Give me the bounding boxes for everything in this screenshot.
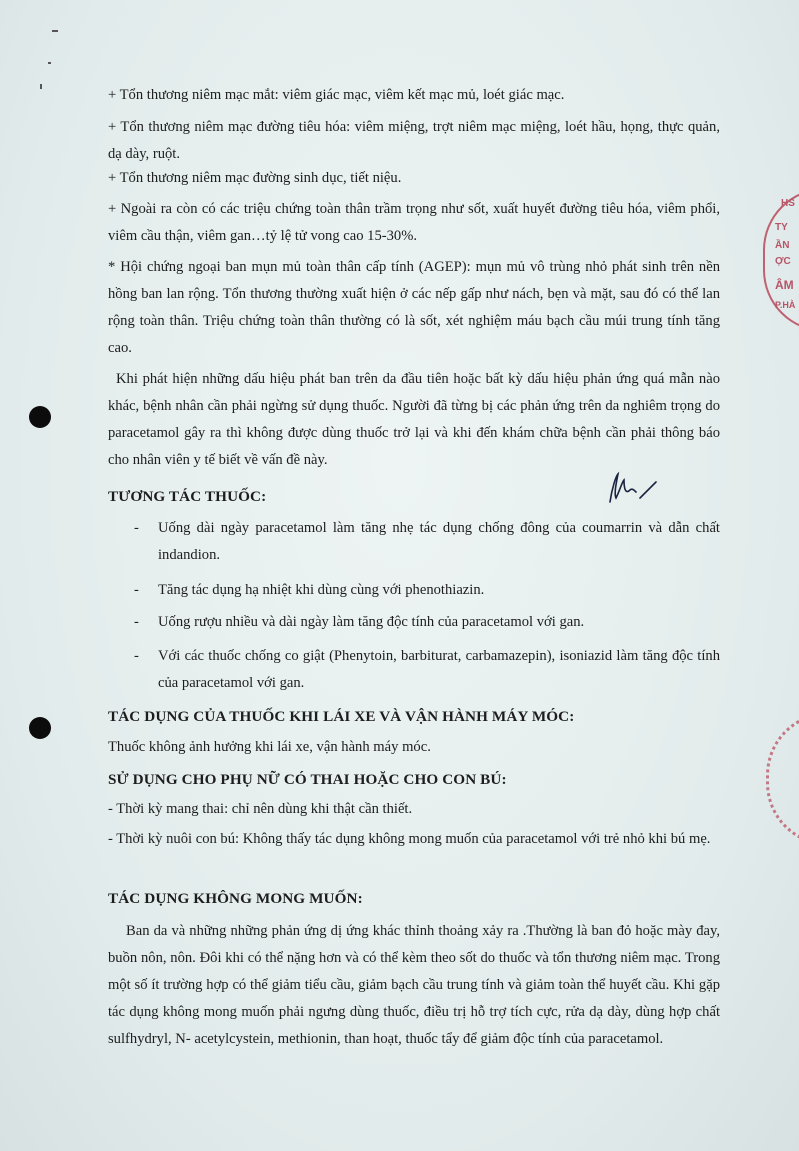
text-systemic-symptoms: + Ngoài ra còn có các triệu chứng toàn thân trầm trọng như sốt, xuất huyết đường tiêu hóa, viêm phổi, viêm cầu thận, viêm gan…tỷ lệ tử vong cao 15-30%. (108, 201, 720, 244)
heading-driving: TÁC DỤNG CỦA THUỐC KHI LÁI XE VÀ VẬN HÀNH MÁY MÓC: (108, 708, 575, 725)
text-adverse-effects: Ban da và những những phản ứng dị ứng khác thỉnh thoảng xảy ra .Thường là ban đỏ hoặc mày đay, buồn nôn, nôn. Đôi khi có thể nặng hơn và có thể kèm theo sốt do thuốc và tổn thương niêm mạc. Trong một số ít trường hợp có thể giảm tiểu cầu, giảm bạch cầu trung tính và giảm toàn thể huyết cầu. Khi gặp tác dụng không mong muốn phải ngưng dùng thuốc, điều trị hỗ trợ tích cực, rửa dạ dày, dùng hợp chất sulfhydryl, N- acetylcystein, methionin, than hoạt, thuốc tẩy để giảm độc tính của paracetamol. (108, 923, 720, 1047)
heading-interactions: TƯƠNG TÁC THUỐC: (108, 488, 267, 505)
company-stamp: HS TY ẦN ỢC ÂM P.HÀ (763, 188, 799, 332)
text-breastfeeding: - Thời kỳ nuôi con bú: Không thấy tác dụng không mong muốn của paracetamol với trẻ nhỏ khi bú mẹ. (108, 831, 711, 847)
list-marker: - (134, 582, 139, 598)
text-digestive-mucosa: + Tổn thương niêm mạc đường tiêu hóa: viêm miệng, trợt niêm mạc miệng, loét hầu, họng, thực quản, dạ dày, ruột. (108, 119, 720, 162)
scan-mark (52, 30, 58, 32)
heading-pregnancy: SỬ DỤNG CHO PHỤ NỮ CÓ THAI HOẶC CHO CON BÚ: (108, 771, 507, 788)
list-item: - Uống rượu nhiều và dài ngày làm tăng độc tính của paracetamol với gan. (134, 609, 720, 636)
heading-adverse-effects: TÁC DỤNG KHÔNG MONG MUỐN: (108, 890, 363, 907)
binder-hole-bottom (29, 717, 51, 739)
scan-mark (48, 62, 51, 64)
text-agep: * Hội chứng ngoại ban mụn mủ toàn thân cấp tính (AGEP): mụn mủ vô trùng nhỏ phát sinh trên nền hồng ban lan rộng. Tổn thương thường xuất hiện ở các nếp gấp như nách, bẹn và mặt, sau đó có thể lan rộng toàn thân. Triệu chứng toàn thân thường có là sốt, xét nghiệm máu bạch cầu múi trung tính tăng cao. (108, 259, 720, 356)
text-driving: Thuốc không ảnh hưởng khi lái xe, vận hành máy móc. (108, 739, 431, 755)
text-genital-mucosa: + Tổn thương niêm mạc đường sinh dục, tiết niệu. (108, 170, 402, 186)
scan-mark (40, 84, 42, 89)
list-marker: - (134, 614, 139, 630)
list-item: - Với các thuốc chống co giật (Phenytoin, barbiturat, carbamazepin), isoniazid làm tăng độc tính của paracetamol với gan. (134, 643, 720, 697)
text-eye-mucosa: + Tổn thương niêm mạc mắt: viêm giác mạc, viêm kết mạc mủ, loét giác mạc. (108, 87, 565, 103)
binder-hole-top (29, 406, 51, 428)
list-marker: - (134, 648, 139, 664)
text-pregnancy: - Thời kỳ mang thai: chỉ nên dùng khi thật cần thiết. (108, 801, 413, 817)
list-marker: - (134, 520, 139, 536)
list-item: - Uống dài ngày paracetamol làm tăng nhẹ tác dụng chống đông của coumarrin và dẫn chất indandion. (134, 515, 720, 569)
text-rash-warning: Khi phát hiện những dấu hiệu phát ban trên da đầu tiên hoặc bất kỳ dấu hiệu phản ứng quá mẫn nào khác, bệnh nhân cần phải ngừng sử dụng thuốc. Người đã từng bị các phản ứng trên da nghiêm trọng do paracetamol gây ra thì không được dùng thuốc trở lại và khi đến khám chữa bệnh cần phải thông báo cho nhân viên y tế biết về vấn đề này. (108, 371, 720, 468)
list-item: - Tăng tác dụng hạ nhiệt khi dùng cùng với phenothiazin. (134, 577, 720, 604)
company-stamp-partial (766, 712, 799, 846)
